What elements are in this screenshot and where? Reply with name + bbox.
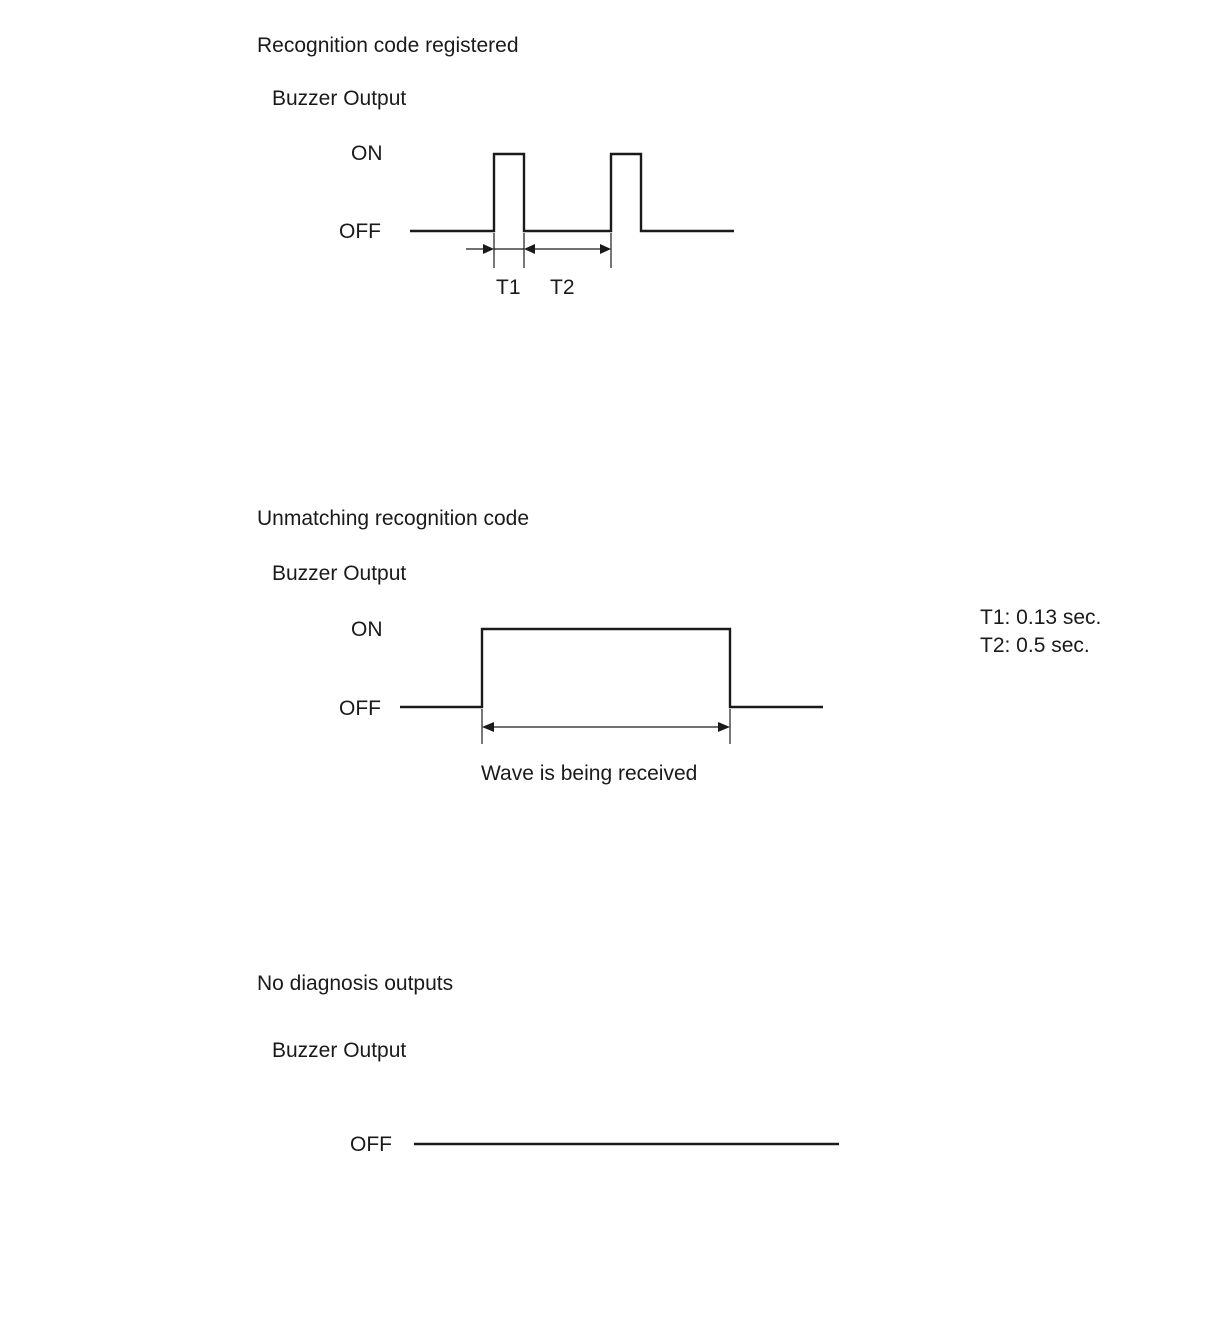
section-1-waveform — [410, 154, 734, 268]
section-1-signal-trace — [410, 154, 734, 231]
section-1-title: Recognition code registered — [257, 34, 519, 57]
section-2-span-label: Wave is being received — [481, 762, 698, 785]
section-3-off-label: OFF — [350, 1133, 392, 1156]
section-1-on-label: ON — [351, 142, 383, 165]
section-2-on-label: ON — [351, 618, 383, 641]
legend-t1: T1: 0.13 sec. — [980, 606, 1102, 629]
section-3-signal-label: Buzzer Output — [272, 1039, 407, 1062]
section-3-title: No diagnosis outputs — [257, 972, 454, 995]
section-2-off-label: OFF — [339, 697, 381, 720]
section-1-t2-label: T2 — [550, 276, 575, 299]
section-1-t2-arrowhead-left — [524, 244, 535, 254]
section-2-arrowhead-left — [482, 722, 494, 732]
section-1-off-label: OFF — [339, 220, 381, 243]
section-1-signal-label: Buzzer Output — [272, 87, 407, 110]
section-1-t1-arrowhead — [483, 244, 494, 254]
section-2-title: Unmatching recognition code — [257, 507, 529, 530]
section-2-signal-label: Buzzer Output — [272, 562, 407, 585]
legend-t2: T2: 0.5 sec. — [980, 634, 1090, 657]
section-2-arrowhead-right — [718, 722, 730, 732]
section-1-t1-label: T1 — [496, 276, 521, 299]
section-1-t2-arrowhead-right — [600, 244, 611, 254]
section-2-signal-trace — [400, 629, 823, 707]
section-2-waveform — [400, 629, 823, 744]
